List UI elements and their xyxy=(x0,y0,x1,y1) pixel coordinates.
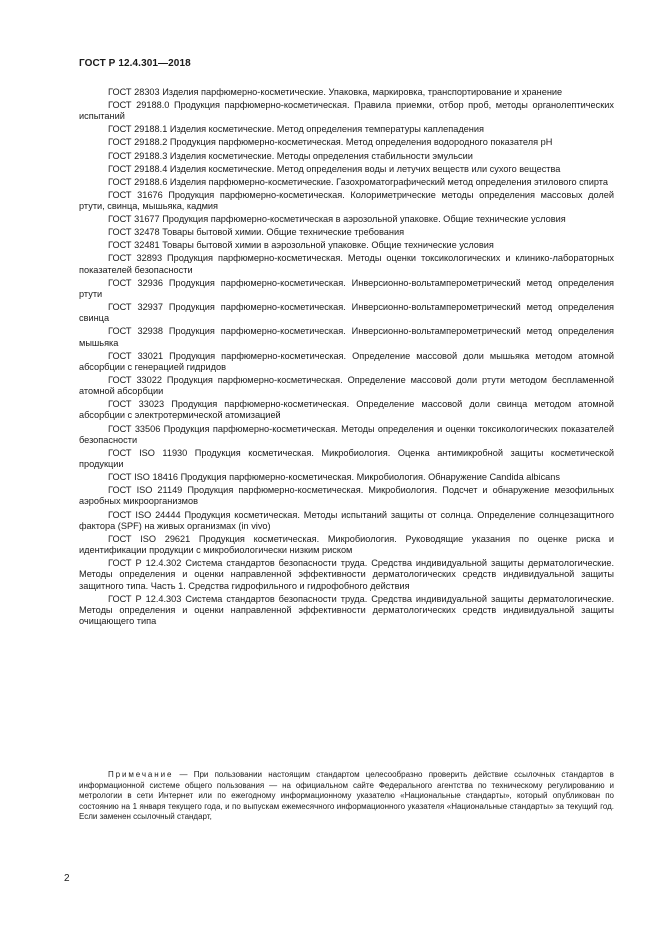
reference-item: ГОСТ 32481 Товары бытовой химии в аэрозольной упаковке. Общие технические условия xyxy=(108,240,494,251)
reference-item: ГОСТ 32936 Продукция парфюмерно-косметическая. Инверсионно-вольтамперометрический метод определения ртути xyxy=(79,277,614,299)
note-label: Примечание xyxy=(108,770,174,779)
reference-item: ГОСТ 29188.3 Изделия косметические. Методы определения стабильности эмульсии xyxy=(108,150,473,161)
reference-item: ГОСТ 29188.0 Продукция парфюмерно-косметическая. Правила приемки, отбор проб, методы органолептических испытаний xyxy=(79,100,614,122)
reference-item: ГОСТ 29188.4 Изделия косметические. Метод определения воды и летучих веществ или сухого вещества xyxy=(108,163,561,174)
reference-item: ГОСТ 29188.1 Изделия косметические. Метод определения температуры каплепадения xyxy=(108,124,484,135)
reference-item: ГОСТ 28303 Изделия парфюмерно-косметические. Упаковка, маркировка, транспортирование и хранение xyxy=(108,87,563,97)
page-header: ГОСТ Р 12.4.301—2018 xyxy=(79,58,191,69)
reference-item: ГОСТ 32893 Продукция парфюмерно-косметическая. Методы оценки токсикологических и клинико-лабораторных показателей безопасности xyxy=(79,253,614,275)
note-paragraph xyxy=(79,770,614,823)
reference-item: ГОСТ 33506 Продукция парфюмерно-косметическая. Методы определения и оценки токсикологических показателей безопасности xyxy=(79,423,614,445)
reference-item: ГОСТ 32937 Продукция парфюмерно-косметическая. Инверсионно-вольтамперометрический метод определения свинца xyxy=(79,302,614,324)
reference-item: ГОСТ ISO 21149 Продукция парфюмерно-косметическая. Микробиология. Подсчет и обнаружение мезофильных аэробных микроорганизмов xyxy=(79,485,614,507)
reference-item: ГОСТ ISO 29621 Продукция косметическая. Микробиология. Руководящие указания по оценке риска и идентификации продукции с микробиологически низким риском xyxy=(79,533,614,555)
page-number: 2 xyxy=(64,873,70,884)
reference-item: ГОСТ Р 12.4.303 Система стандартов безопасности труда. Средства индивидуальной защиты дерматологические. Методы определения и оценки направленной эффективности дерматологических средств индивидуальной защиты очищающего типа xyxy=(79,593,614,626)
reference-item: ГОСТ ISO 11930 Продукция косметическая. Микробиология. Оценка антимикробной защиты косметической продукции xyxy=(79,447,614,470)
reference-item: ГОСТ ISO 18416 Продукция парфюмерно-косметическая. Микробиология. Обнаружение Candida albicans xyxy=(108,472,560,483)
note-text: — При пользовании настоящим стандартом целесообразно проверить действие ссылочных стандартов в информационной системе общего пользования — на официальном сайте Федерального агентства по техническому регулированию и метрологии в сети Интернет или по ежегодному информационному указателю «Национальные стандарты», который опубликован по состоянию на 1 января текущего года, и по выпускам ежемесячного информационного указателя «Национальные стандарты» за текущий год. Если заменен ссылочный стандарт, xyxy=(79,770,614,822)
reference-item: ГОСТ 33022 Продукция парфюмерно-косметическая. Определение массовой доли ртути методом беспламенной атомной абсорбции xyxy=(79,374,614,397)
reference-item: ГОСТ 32938 Продукция парфюмерно-косметическая. Инверсионно-вольтамперометрический метод определения мышьяка xyxy=(79,326,614,348)
normative-references-list xyxy=(79,87,614,629)
reference-item: ГОСТ 29188.6 Изделия парфюмерно-косметические. Газохроматографический метод определения этилового спирта xyxy=(108,176,608,187)
reference-item: ГОСТ 31676 Продукция парфюмерно-косметическая. Колориметрические методы определения массовых долей ртути, свинца, мышьяка, кадмия xyxy=(79,189,614,212)
reference-item: ГОСТ 32478 Товары бытовой химии. Общие технические требования xyxy=(108,227,405,238)
reference-item: ГОСТ 33021 Продукция парфюмерно-косметическая. Определение массовой доли мышьяка методом атомной абсорбции с генерацией гидридов xyxy=(79,350,614,372)
reference-item: ГОСТ Р 12.4.302 Система стандартов безопасности труда. Средства индивидуальной защиты дерматологические. Методы определения и оценки направленной эффективности дерматологических средств индивидуальной защиты защитного типа. Часть 1. Средства гидрофильного и гидрофобного действия xyxy=(79,558,614,591)
reference-item: ГОСТ 33023 Продукция парфюмерно-косметическая. Определение массовой доли свинца методом атомной абсорбции с электротермической атомизацией xyxy=(79,399,614,421)
reference-item: ГОСТ ISO 24444 Продукция косметическая. Методы испытаний защиты от солнца. Определение солнцезащитного фактора (SPF) на живых организмах (in vivo) xyxy=(79,509,614,531)
reference-item: ГОСТ 29188.2 Продукция парфюмерно-косметическая. Метод определения водородного показателя pH xyxy=(108,137,553,148)
reference-item: ГОСТ 31677 Продукция парфюмерно-косметическая в аэрозольной упаковке. Общие технические условия xyxy=(108,214,566,225)
